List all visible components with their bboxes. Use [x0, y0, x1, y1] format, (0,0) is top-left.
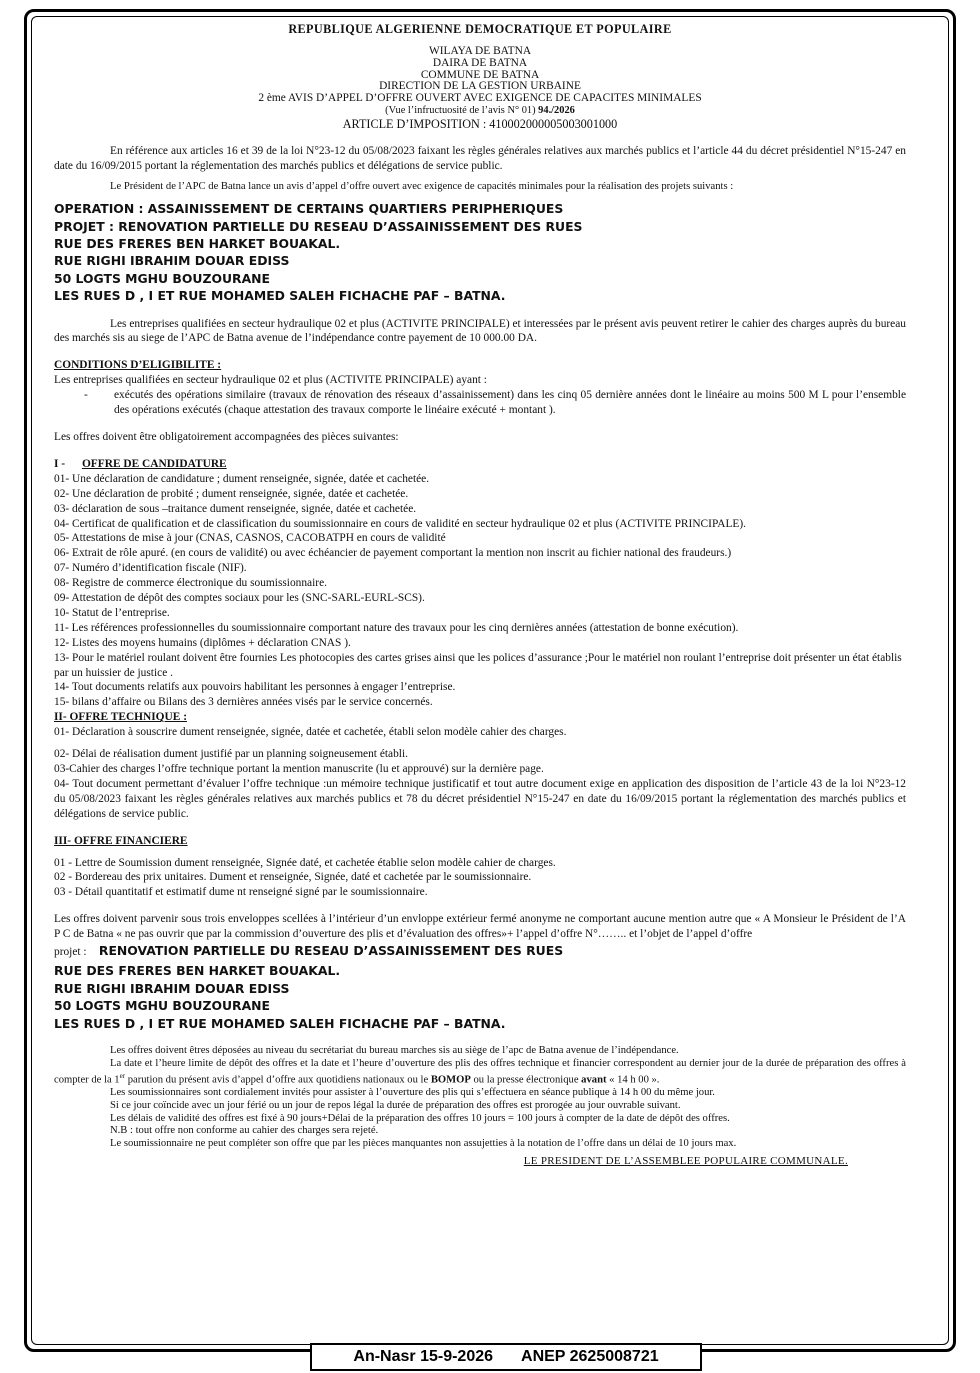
candidature-list	[54, 472, 906, 711]
list-item: 08- Registre de commerce électronique du soumissionnaire.	[54, 577, 327, 590]
technique-list	[54, 747, 906, 822]
closing-invitation: Les soumissionnaires sont cordialement invités pour assister à l’ouverture des plis qui s’effectuera en séance publique à 14 h 00 du même jour.	[110, 1087, 715, 1099]
candidature-number: I -	[54, 457, 66, 470]
deadline-sup: er	[119, 1072, 126, 1081]
list-item: 09- Attestation de dépôt des comptes sociaux pour les (SNC-SARL-EURL-SCS).	[54, 592, 425, 605]
notice-title: 2 ème AVIS D’APPEL D’OFFRE OUVERT AVEC EXIGENCE DE CAPACITES MINIMALES	[258, 92, 702, 105]
footer-publication-box	[310, 1343, 702, 1371]
daira: DAIRA DE BATNA	[432, 56, 528, 69]
eligibility-bullet	[54, 388, 906, 418]
pieces-intro: Les offres doivent être obligatoirement accompagnées des pièces suivantes:	[54, 430, 399, 443]
publication-date: An-Nasr 15-9-2026	[353, 1348, 494, 1365]
list-item: 02- Délai de réalisation dument justifié par un planning soigneusement établi.	[54, 748, 408, 761]
list-item: 11- Les références professionnelles du soumissionnaire comportant nature des travaux pour les cinq dernières années (attestation de bonne exécution).	[54, 621, 739, 634]
project-line: RENOVATION PARTIELLE DU RESEAU D’ASSAINISSEMENT DES RUES	[98, 943, 564, 959]
commune: COMMUNE DE BATNA	[420, 68, 540, 81]
list-item: 03- déclaration de sous –traitance dument renseignée, signée, datée et cachetée.	[54, 502, 417, 515]
list-item: 10- Statut de l’entreprise.	[54, 606, 170, 619]
wilaya: WILAYA DE BATNA	[428, 44, 532, 57]
list-item: 13- Pour le matériel roulant doivent être fournies Les photocopies des cartes grises ainsi que les polices d’assurance ;Pour le matériel non roulant l’entreprise doit présenter un état établis par un huissier de justice .	[54, 651, 902, 679]
vue-text: (Vue l’infructuosité de l’avis N° 01)	[385, 104, 536, 116]
list-item: 14- Tout documents relatifs aux pouvoirs habilitant les personnes à engager l’entreprise.	[54, 681, 456, 694]
list-item: 04- Tout document permettant d’évaluer l’offre technique :un mémoire technique justificatif et tout autre document exige en application des disposition de l’article 43 de la loi N°23-12 du 05/08/2023 faixant les règles générales relatives aux marchés publics et 78 du décret présidentiel N°15-247 en date du 16/09/2015 portant la réglementation des marchés publics et délégations de service public.	[54, 777, 906, 820]
bullet-text: exécutés des opérations similaire (travaux de rénovation des réseaux d’assainissement) dans les cinq 05 dernière années dont le linéaire au moins 500 M L pour l’ensemble des opérations exécutés (chaque attestation des travaux comporte le linéaire exécuté + montant ).	[114, 389, 906, 417]
list-item: 05- Attestations de mise à jour (CNAS, CASNOS, CACOBATPH en cours de validité	[54, 532, 446, 545]
republic-title: REPUBLIQUE ALGERIENNE DEMOCRATIQUE ET POPULAIRE	[288, 22, 672, 36]
vue-number: 94./2026	[538, 104, 575, 116]
project-line: RUE RIGHI IBRAHIM DOUAR EDISS	[54, 253, 290, 269]
retrait-paragraph: Les entreprises qualifiées en secteur hydraulique 02 et plus (ACTIVITE PRINCIPALE) et interessées par le présent avis peuvent retirer le cahier des charges auprès du bureau des marchés sis au siege de l’APC de Batna avenue de l’indépendance contre payement de 10 000.00 DA.	[54, 317, 906, 345]
closing-validity: Les délais de validité des offres est fixé à 90 jours+Délai de la préparation des offres 10 jours = 100 jours à compter de la date de dépôt des offres.	[110, 1112, 730, 1124]
closing-block	[54, 1045, 906, 1150]
candidature-title: OFFRE DE CANDIDATURE	[81, 457, 227, 470]
deadline-bomop: BOMOP	[430, 1074, 471, 1086]
direction: DIRECTION DE LA GESTION URBAINE	[379, 80, 581, 93]
list-item: 01- Une déclaration de candidature ; dument renseignée, signée, datée et cachetée.	[54, 472, 430, 485]
financiere-list	[54, 856, 906, 901]
candidature-heading	[54, 457, 906, 472]
deadline-text-b: parution du présent avis d’appel d’offre aux quotidiens nationaux ou le	[125, 1074, 431, 1086]
project-line: RUE DES FRERES BEN HARKET BOUAKAL.	[54, 235, 341, 251]
enveloppes-project-first	[54, 942, 906, 962]
closing-completion: Le soumissionnaire ne peut compléter son offre que par les pièces manquantes non assujetties à la notation de l’offre dans un délai de 10 jours max.	[110, 1137, 737, 1149]
list-item: 15- bilans d’affaire ou Bilans des 3 dernières années visés par le service concernés.	[54, 696, 433, 709]
deadline-text-c: ou la presse électronique	[470, 1074, 582, 1086]
notice-document	[54, 22, 906, 1169]
bullet-dash: -	[84, 389, 88, 402]
eligibility-title: CONDITIONS D’ELIGIBILITE :	[54, 359, 222, 372]
list-item: 12- Listes des moyens humains (diplômes + déclaration CNAS ).	[54, 636, 351, 649]
closing-deadline	[54, 1058, 906, 1088]
list-item: 04- Certificat de qualification et de classification du soumissionnaire en cours de validité en secteur hydraulique 02 et plus (ACTIVITE PRINCIPALE).	[54, 517, 747, 530]
closing-nb: N.B : tout offre non conforme au cahier des charges sera rejeté.	[110, 1125, 379, 1137]
list-item: 06- Extrait de rôle apuré. (en cours de validité) ou avec échéancier de payement comportant la mention non inscrit au fichier national des fraudeurs.)	[54, 547, 732, 560]
financiere-title: III- OFFRE FINANCIERE	[54, 834, 188, 847]
project-line: 50 LOGTS MGHU BOUZOURANE	[54, 270, 271, 286]
closing-holiday: Si ce jour coïncide avec un jour férié ou un jour de repos légal la durée de préparation des offres est prorogée au jour ouvrable suivant.	[110, 1099, 681, 1111]
project-line: OPERATION : ASSAINISSEMENT DE CERTAINS QUARTIERS PERIPHERIQUES	[54, 201, 564, 217]
closing-deposit: Les offres doivent êtres déposées au niveau du secrétariat du bureau marches sis au siège de l’apc de Batna avenue de l’indépendance.	[110, 1045, 679, 1057]
enveloppes-paragraph: Les offres doivent parvenir sous trois enveloppes scellées à l’intérieur d’un envloppe extérieur fermé anonyme ne comportant aucune mention autre que « A Monsieur le Président de l’A P C de Batna « ne pas ouvrir que par la commission d’ouverture des plis et d’évaluation des offres»+ l’appel d’offre N°…….. et l’objet de l’appel d’offre	[54, 913, 906, 941]
deadline-avant: avant	[581, 1074, 607, 1086]
intro-paragraph: En référence aux articles 16 et 39 de la loi N°23-12 du 05/08/2023 faixant les règles générales relatives aux marchés publics et l’article 44 du décret présidentiel N°15-247 en date du 16/09/2015 portant la réglementation des marchés publics et délégations de service public.	[54, 144, 906, 172]
enveloppes-project-block	[54, 942, 906, 1033]
list-item: 07- Numéro d’identification fiscale (NIF).	[54, 562, 247, 575]
anep-number: ANEP 2625008721	[521, 1348, 659, 1365]
list-item: 01- Déclaration à souscrire dument renseignée, signée, datée et cachetée, établi selon modèle cahier des charges.	[54, 726, 567, 739]
vue-line	[54, 105, 906, 117]
project-line: RUE RIGHI IBRAHIM DOUAR EDISS	[54, 980, 290, 996]
project-line: 50 LOGTS MGHU BOUZOURANE	[54, 998, 271, 1014]
list-item: 03-Cahier des charges l’offre technique portant la mention manuscrite (lu et approuvé) sur la dernière page.	[54, 763, 544, 775]
deadline-text-d: « 14 h 00 ».	[606, 1074, 660, 1086]
list-item: 02 - Bordereau des prix unitaires. Dument et renseignée, Signée, daté et cachetée par le soumissionnaire.	[54, 871, 532, 884]
technique-title: II- OFFRE TECHNIQUE :	[54, 711, 188, 724]
project-line: PROJET : RENOVATION PARTIELLE DU RESEAU D’ASSAINISSEMENT DES RUES	[54, 218, 583, 234]
launch-paragraph: Le Président de l’APC de Batna lance un avis d’appel d’offre ouvert avec exigence de capacités minimales pour la réalisation des projets suivants :	[110, 180, 734, 192]
eligibility-line: Les entreprises qualifiées en secteur hydraulique 02 et plus (ACTIVITE PRINCIPALE) ayant :	[54, 374, 487, 387]
project-block	[54, 200, 906, 304]
project-line: LES RUES D , I ET RUE MOHAMED SALEH FICHACHE PAF – BATNA.	[54, 288, 506, 304]
list-item: 02- Une déclaration de probité ; dument renseignée, signée, datée et cachetée.	[54, 487, 409, 500]
list-item: 01 - Lettre de Soumission dument renseignée, Signée daté, et cachetée établie selon modèle cahier de charges.	[54, 856, 556, 869]
projet-label: projet :	[54, 946, 87, 959]
article-imposition: ARTICLE D’IMPOSITION : 410002000005003001000	[342, 116, 618, 131]
project-line: LES RUES D , I ET RUE MOHAMED SALEH FICHACHE PAF – BATNA.	[54, 1016, 506, 1032]
signature: LE PRESIDENT DE L’ASSEMBLEE POPULAIRE COMMUNALE.	[523, 1155, 848, 1168]
deadline-text-a: La date et l’heure limite de dépôt des offres et la date et l’heure d’ouverture des plis des offres technique et financier correspondent au dernier jour de la durée de préparation des offres à compter de la 1	[54, 1057, 906, 1086]
project-line: RUE DES FRERES BEN HARKET BOUAKAL.	[54, 962, 341, 978]
list-item: 03 - Détail quantitatif et estimatif dume nt renseigné signé par le soumissionnaire.	[54, 886, 428, 899]
